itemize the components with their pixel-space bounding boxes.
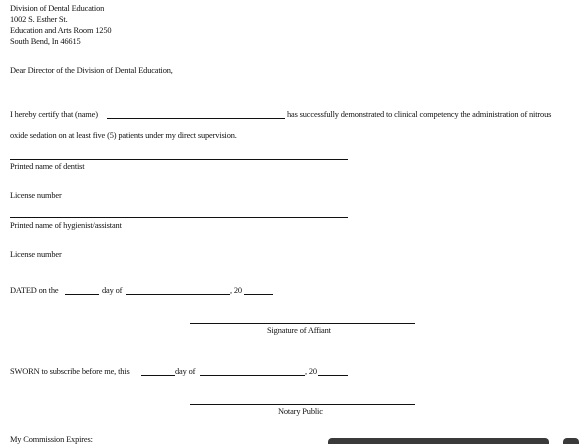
viewer-corner-button[interactable] [563, 438, 579, 444]
dated-month-blank[interactable] [126, 294, 230, 295]
name-blank-line[interactable] [107, 118, 285, 119]
signature-affiant-label: Signature of Affiant [267, 326, 331, 335]
address-line-4: South Bend, In 46615 [10, 37, 81, 46]
address-line-2: 1002 S. Esther St. [10, 15, 68, 24]
viewer-toolbar-edge[interactable] [328, 438, 549, 444]
dated-day-of: day of [102, 286, 123, 295]
dated-prefix: DATED on the [10, 286, 59, 295]
sworn-year-prefix: , 20 [305, 367, 317, 376]
hygienist-name-line[interactable] [10, 217, 348, 218]
license-number-label-1: License number [10, 191, 62, 200]
commission-expires-label: My Commission Expires: [10, 435, 93, 444]
dated-year-blank[interactable] [244, 294, 273, 295]
notary-signature-line[interactable] [190, 404, 415, 405]
sworn-day-blank[interactable] [141, 375, 175, 376]
certify-suffix: has successfully demonstrated to clinical competency the administration of nitrous [287, 110, 552, 119]
certify-prefix: I hereby certify that (name) [10, 110, 98, 119]
salutation: Dear Director of the Division of Dental Education, [10, 66, 173, 75]
dentist-name-line[interactable] [10, 159, 348, 160]
license-number-label-2: License number [10, 250, 62, 259]
dated-year-prefix: , 20 [230, 286, 242, 295]
sworn-year-blank[interactable] [318, 375, 348, 376]
affiant-signature-line[interactable] [190, 323, 415, 324]
address-line-3: Education and Arts Room 1250 [10, 26, 112, 35]
address-line-1: Division of Dental Education [10, 4, 105, 13]
certify-line-2: oxide sedation on at least five (5) patients under my direct supervision. [10, 131, 237, 140]
sworn-prefix: SWORN to subscribe before me, this [10, 367, 130, 376]
printed-hygienist-label: Printed name of hygienist/assistant [10, 221, 122, 230]
sworn-month-blank[interactable] [200, 375, 305, 376]
sworn-day-of: day of [175, 367, 196, 376]
dated-day-blank[interactable] [65, 294, 99, 295]
notary-public-label: Notary Public [278, 407, 323, 416]
printed-dentist-label: Printed name of dentist [10, 162, 85, 171]
